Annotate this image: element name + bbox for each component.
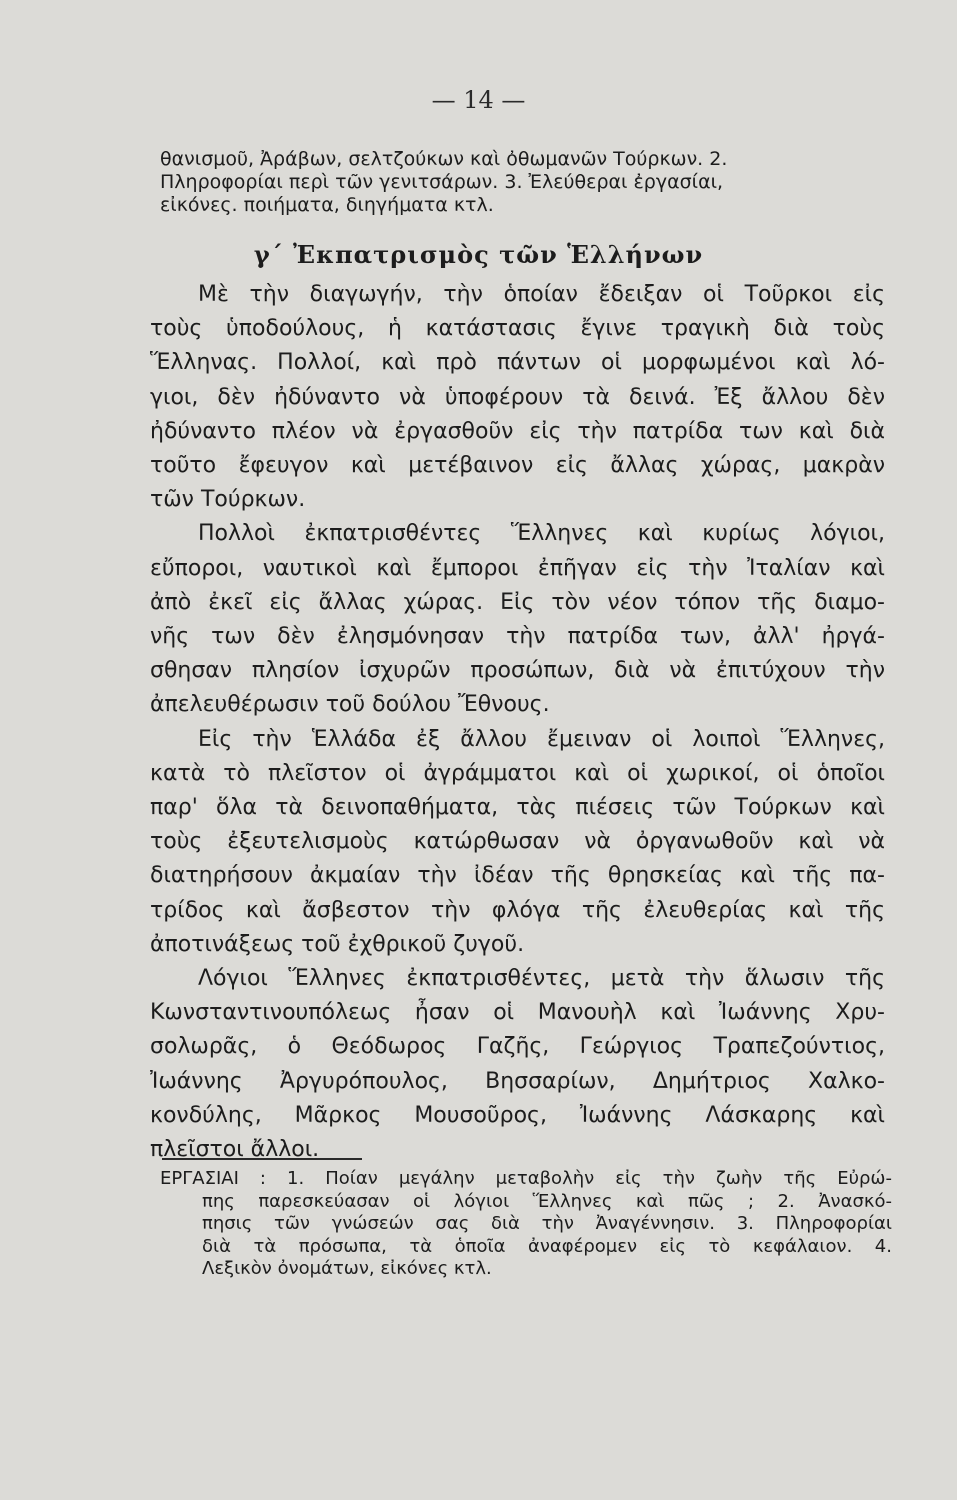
body-line: ἀπὸ ἐκεῖ εἰς ἄλλας χώρας. Εἰς τὸν νέον τόπον τῆς διαμο- — [150, 589, 885, 615]
exercises-line: ΕΡΓΑΣΙΑΙ : 1. Ποίαν μεγάλην μεταβολὴν εἰς τὴν ζωὴν τῆς Εὐρώ- — [160, 1168, 892, 1189]
body-line: τοῦτο ἔφευγον καὶ μετέβαινον εἰς ἄλλας χώρας, μακρὰν — [150, 453, 885, 479]
body-line: σθησαν πλησίον ἰσχυρῶν προσώπων, διὰ νὰ ἐπιτύχουν τὴν — [150, 658, 885, 684]
body-line: ἀποτινάξεως τοῦ ἐχθρικοῦ ζυγοῦ. — [150, 931, 525, 957]
section-heading: γ΄ Ἐκπατρισμὸς τῶν Ἑλλήνων — [253, 240, 704, 269]
exercises-line: Λεξικὸν ὀνομάτων, εἰκόνες κτλ. — [202, 1258, 492, 1279]
body-line: τρίδος καὶ ἄσβεστον τὴν φλόγα τῆς ἐλευθερίας καὶ τῆς — [150, 897, 885, 923]
body-line: τῶν Τούρκων. — [150, 487, 306, 513]
intro-line: εἰκόνες. ποιήματα, διηγήματα κτλ. — [160, 194, 494, 216]
body-line: Πολλοὶ ἐκπατρισθέντες Ἕλληνες καὶ κυρίως λόγιοι, — [198, 521, 885, 547]
body-line: ἠδύναντο πλέον νὰ ἐργασθοῦν εἰς τὴν πατρίδα των καὶ διὰ — [150, 418, 885, 444]
intro-paragraph — [160, 148, 880, 217]
exercises-line: διὰ τὰ πρόσωπα, τὰ ὁποῖα ἀναφέρομεν εἰς τὸ κεφάλαιον. 4. — [202, 1235, 892, 1257]
intro-line: Πληροφορίαι περὶ τῶν γενιτσάρων. 3. Ἐλεύθεραι ἐργασίαι, — [160, 171, 724, 193]
body-line: κατὰ τὸ πλεῖστον οἱ ἀγράμματοι καὶ οἱ χωρικοί, οἱ ὁποῖοι — [150, 760, 885, 786]
page-number: — 14 — — [431, 86, 526, 114]
body-line: κονδύλης, Μᾶρκος Μουσοῦρος, Ἰωάννης Λάσκαρης καὶ — [150, 1102, 885, 1128]
body-line: Μὲ τὴν διαγωγήν, τὴν ὁποίαν ἔδειξαν οἱ Τοῦρκοι εἰς — [198, 282, 885, 307]
body-text — [150, 278, 885, 1167]
exercises-line: πησις τῶν γνώσεών σας διὰ τὴν Ἀναγέννησιν. 3. Πληροφορίαι — [202, 1213, 892, 1234]
body-line: τοὺς ὑποδούλους, ἡ κατάστασις ἔγινε τραγικὴ διὰ τοὺς — [150, 316, 885, 342]
body-line: Ἕλληνας. Πολλοί, καὶ πρὸ πάντων οἱ μορφωμένοι καὶ λό- — [150, 350, 885, 376]
exercises-block — [160, 1168, 892, 1281]
body-line: Κωνσταντινουπόλεως ἦσαν οἱ Μανουὴλ καὶ Ἰωάννης Χρυ- — [150, 1000, 885, 1026]
body-line: Λόγιοι Ἕλληνες ἐκπατρισθέντες, μετὰ τὴν ἅλωσιν τῆς — [198, 966, 885, 992]
body-line: τοὺς ἐξευτελισμοὺς κατώρθωσαν νὰ ὀργανωθοῦν καὶ νὰ — [150, 829, 885, 855]
body-line: πλεῖστοι ἄλλοι. — [150, 1137, 320, 1163]
body-line: διατηρήσουν ἀκμαίαν τὴν ἰδέαν τῆς θρησκείας καὶ τῆς πα- — [150, 863, 885, 889]
body-line: γιοι, δὲν ἠδύναντο νὰ ὑποφέρουν τὰ δεινά. Ἐξ ἄλλου δὲν — [150, 384, 885, 410]
body-line: σολωρᾶς, ὁ Θεόδωρος Γαζῆς, Γεώργιος Τραπεζούντιος, — [150, 1034, 885, 1060]
body-line: Εἰς τὴν Ἑλλάδα ἐξ ἄλλου ἔμειναν οἱ λοιποὶ Ἕλληνες, — [198, 726, 885, 752]
body-line: νῆς των δὲν ἐλησμόνησαν τὴν πατρίδα των, ἀλλ' ἠργά- — [150, 624, 885, 650]
intro-line: θανισμοῦ, Ἀράβων, σελτζούκων καὶ ὀθωμανῶν Τούρκων. 2. — [160, 148, 728, 170]
body-line: ἀπελευθέρωσιν τοῦ δούλου Ἔθνους. — [150, 692, 550, 718]
body-line: εὔποροι, ναυτικοὶ καὶ ἔμποροι ἐπῆγαν εἰς τὴν Ἰταλίαν καὶ — [150, 555, 885, 581]
body-line: παρ' ὅλα τὰ δεινοπαθήματα, τὰς πιέσεις τῶν Τούρκων καὶ — [150, 795, 885, 821]
exercises-line: πης παρεσκεύασαν οἱ λόγιοι Ἕλληνες καὶ πῶς ; 2. Ἀνασκό- — [202, 1190, 892, 1212]
footnote-divider — [162, 1158, 362, 1160]
body-line: Ἰωάννης Ἀργυρόπουλος, Βησσαρίων, Δημήτριος Χαλκο- — [150, 1068, 885, 1094]
